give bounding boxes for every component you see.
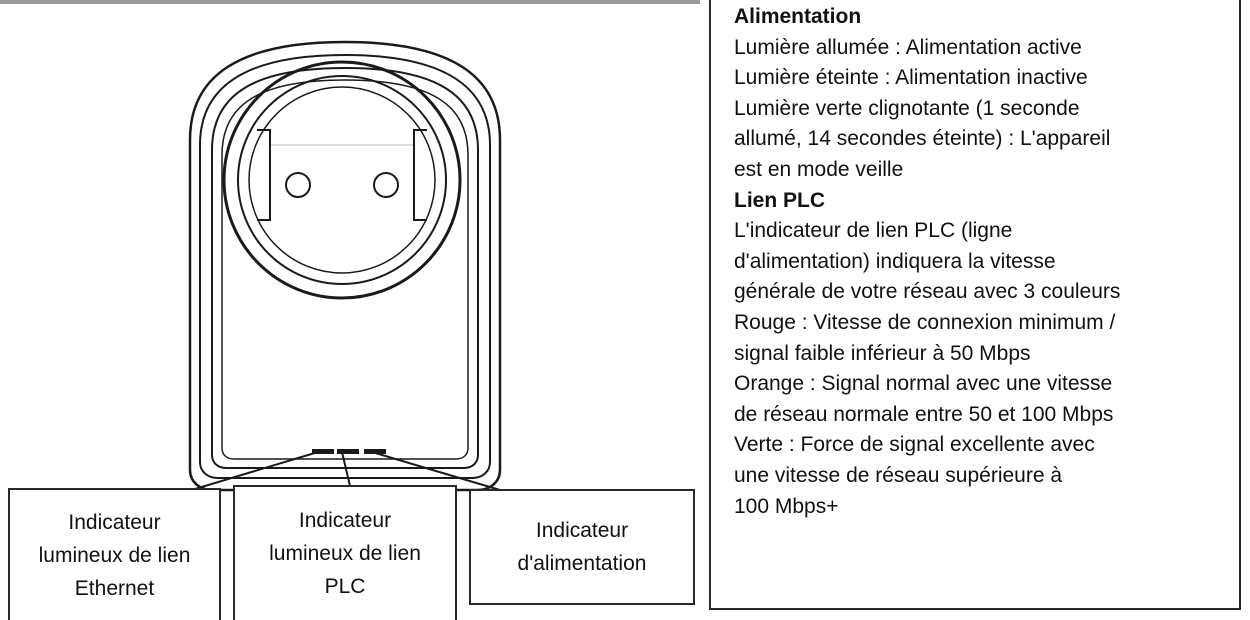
ethernet-indicator-label: Indicateur lumineux de lien Ethernet [38, 510, 191, 600]
plc-line: Verte : Force de signal excellente avec [734, 433, 1095, 457]
plc-indicator-callout [233, 485, 457, 620]
plc-line: de réseau normale entre 50 et 100 Mbps [734, 402, 1114, 426]
plc-indicator-label: Indicateur lumineux de lien PLC [269, 509, 421, 598]
power-line: allumé, 14 secondes éteinte) : L'appareil [734, 127, 1111, 151]
power-section-heading: Alimentation [734, 5, 862, 28]
plc-line: d'alimentation) indiquera la vitesse [734, 249, 1056, 273]
power-line: Lumière allumée : Alimentation active [734, 35, 1082, 59]
plc-line: générale de votre réseau avec 3 couleurs [734, 280, 1121, 304]
plc-line: une vitesse de réseau supérieure à [734, 463, 1063, 487]
power-line: Lumière verte clignotante (1 seconde [734, 96, 1080, 120]
power-line: est en mode veille [734, 157, 904, 181]
plc-led [337, 449, 359, 454]
plc-line: L'indicateur de lien PLC (ligne [734, 219, 1013, 243]
plc-line: Orange : Signal normal avec une vitesse [734, 372, 1113, 396]
plc-section-heading: Lien PLC [734, 188, 826, 212]
ethernet-indicator-callout [8, 488, 221, 620]
plc-line: 100 Mbps+ [734, 494, 839, 518]
adapter-outer-shell [190, 42, 500, 490]
power-indicator-label: Indicateur d'alimentation [517, 519, 647, 575]
power-indicator-callout [469, 489, 695, 605]
power-line: Lumière éteinte : Alimentation inactive [734, 66, 1088, 90]
plc-line: Rouge : Vitesse de connexion minimum / [734, 310, 1116, 334]
led-legend-panel [709, 0, 1241, 610]
plc-line: signal faible inférieur à 50 Mbps [734, 341, 1031, 365]
